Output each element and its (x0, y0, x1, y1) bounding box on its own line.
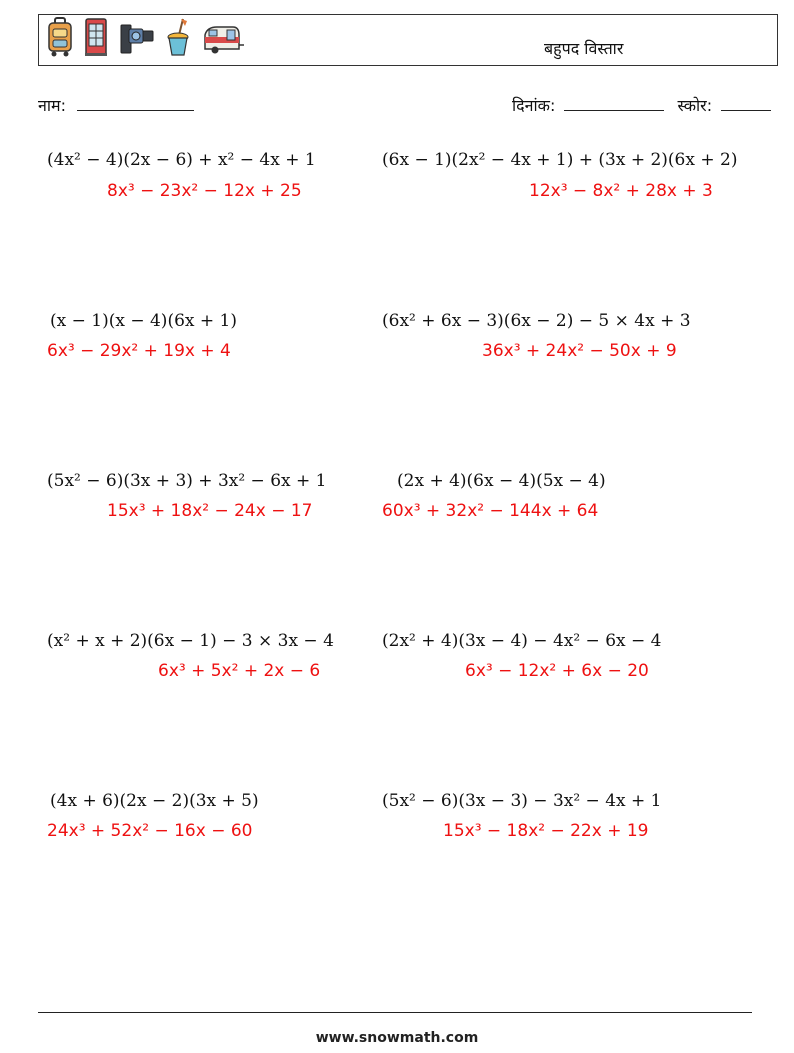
name-label: नाम: (38, 96, 66, 115)
caravan-icon (203, 17, 245, 61)
problem-expression: (x² + x + 2)(6x − 1) − 3 × 3x − 4 (47, 631, 334, 651)
date-blank[interactable] (564, 96, 664, 111)
footer-divider (38, 1012, 752, 1013)
problem-expression: (5x² − 6)(3x − 3) − 3x² − 4x + 1 (382, 791, 662, 811)
problem-expression: (6x² + 6x − 3)(6x − 2) − 5 × 4x + 3 (382, 311, 691, 331)
luggage-icon (47, 17, 73, 61)
score-label: स्कोर: (677, 96, 713, 115)
problem-expression: (4x² − 4)(2x − 6) + x² − 4x + 1 (47, 150, 316, 170)
sand-bucket-icon (165, 17, 193, 61)
answer-expression: 24x³ + 52x² − 16x − 60 (47, 821, 253, 841)
name-blank[interactable] (77, 96, 194, 111)
date-score-field (512, 94, 771, 116)
answer-expression: 15x³ + 18x² − 24x − 17 (107, 501, 313, 521)
answer-expression: 12x³ − 8x² + 28x + 3 (529, 181, 713, 201)
page-title: बहुपद विस्तार (544, 39, 624, 58)
problem-expression: (6x − 1)(2x² − 4x + 1) + (3x + 2)(6x + 2) (382, 150, 738, 170)
answer-expression: 36x³ + 24x² − 50x + 9 (482, 341, 677, 361)
problem-expression: (5x² − 6)(3x + 3) + 3x² − 6x + 1 (47, 471, 327, 491)
answer-expression: 60x³ + 32x² − 144x + 64 (382, 501, 599, 521)
problem-expression: (x − 1)(x − 4)(6x + 1) (50, 311, 237, 331)
name-field (38, 94, 194, 116)
camcorder-icon (119, 17, 155, 61)
answer-expression: 15x³ − 18x² − 22x + 19 (443, 821, 649, 841)
problem-expression: (4x + 6)(2x − 2)(3x + 5) (50, 791, 259, 811)
answer-expression: 8x³ − 23x² − 12x + 25 (107, 181, 302, 201)
phone-booth-icon (83, 17, 109, 61)
footer-url[interactable]: www.snowmath.com (315, 1030, 479, 1046)
problem-expression: (2x² + 4)(3x − 4) − 4x² − 6x − 4 (382, 631, 662, 651)
answer-expression: 6x³ − 29x² + 19x + 4 (47, 341, 231, 361)
icon-strip (47, 21, 245, 61)
answer-expression: 6x³ − 12x² + 6x − 20 (465, 661, 649, 681)
date-label: दिनांक: (512, 96, 556, 115)
score-blank[interactable] (721, 96, 771, 111)
problem-expression: (2x + 4)(6x − 4)(5x − 4) (397, 471, 606, 491)
header-box (38, 14, 778, 66)
answer-expression: 6x³ + 5x² + 2x − 6 (158, 661, 321, 681)
